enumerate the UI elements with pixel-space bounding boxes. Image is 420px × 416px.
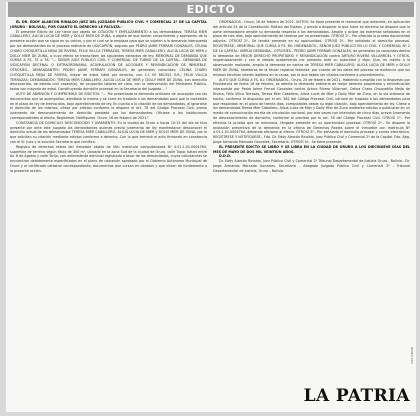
edict-intro: EL DR. EDDY ALARCÓN RINALDO JUEZ DEL JUZGADO PÚBLICO CIVIL Y COMERCIAL 2º DE LA CAPITAL (ORURO - BOLIVIA), POR CUANTO EL DERECHO LE FACULTA.-: [10, 20, 207, 29]
edict-column-right: [213, 20, 410, 376]
edict-paragraph: El presente Edicto de Ley tiene por objeto de CITACIÓN Y EMPLAZAMIENTO a los demandados: TERESA MIER CABALLERO, ALICIA LUCIA DE MIER y DOLLY MIER DE ZUNA, a objeto de que tomen conocimiento y apersonen de la presente acción que se sigue en su contra, y por el cual se le emplaza para que se sujeten a la demanda interpuesta por los demandantes en el proceso ordinario de USUCAPIÓN, seguido por PEDRO JAIME FERRARI GONZALES, CELINA CHARO CHOQUETILLA MEJIA DE RIVERA, FELIX VILLCA TERRAZAS, TERESA MIER CABALLERO, ALICIA LUCIA DE MIER y DOLLY MIER DE ZUNA, a cuyo efecto se transcriben los siguientes extractos de ley: MEMORIAL DE DEMANDA QUE CURSA A FS. 75 a 78: "… SEÑOR JUEZ PÚBLICO CIVIL Y COMERCIAL DE TURNO DE LA CAPITAL.- DEMANDA DE USUCAPIÓN DECENAL O EXTRAORDINARIA, ACUMULACIÓN DE ACCIONES Y REIVINDICACIÓN DE INMUEBLE. OTROSÍES.- DEMANDANTES: PEDRO JAIME FERRARI GONZALES, de generales conocidas; CELINA CHARO CHOQUETILLA MEJIA DE RIVERA, mayor de edad, hábil por derecho, con C.I. Nº 681552 O.R.; FELIX VILLCA TERRAZAS; DEMANDADOS: TERESA MIER CABALLERO, ALICIA LUCIA DE MIER y DOLLY MIER DE ZUNA, con domicilio desconocido, de estado civil casada(o), de ocupación labores de casa, con la intervención del Ministerio Público, todos con mayoría de edad. Constituyendo domicilio procesal en la Secretaría del Juzgado …": [10, 29, 207, 92]
edict-paragraph: ORDENADOS.- Oruro, 16 de febrero de 2021. VISTOS: Se tiene presente el memorial que antecede, en aplicación del artículo 24 de la Constitución Política del Estado, y previo a disponer lo que fuere en derecho se dispone que la parte demandante amplíe su demanda respecto a los demandados. Amplíe y aclare los extremos señalados en el plazo de tres días, bajo apercibimiento de tenerse por no presentada. OTROSÍ 1º.- Por ofrecida la prueba documental adjunta. OTROSÍ 2º.- Se tendrá presente en su oportunidad. OTROSÍ 3º.- Por señalado el domicilio procesal. REGÍSTRESE.- MEMORIAL QUE CURSA A FS. 80: ORDENADOS.- SEÑOR JUEZ PÚBLICO EN LO CIVIL Y COMERCIAL Nº 2 DE LA CAPITAL: AMPLÍA DEMANDA.- OTROSÍES.- PEDRO JAIME FERRARI GONZALES, de generales ya conocidas dentro la demanda de MEJOR DERECHO PROPIETARIO Y REIVINDICACIÓN contra ARTURO RIVERA VILLARROEL Y OTROS, respetuosamente y con el debido acatamiento me presento ante su autoridad y digo: Que, en mérito a la observación realizada, amplío la demanda en contra de TERESA MIER CABALLERO, ALICIA LUCIA DE MIER y DOLLY MIER DE ZUNA, herederos de la titular registral fallecida, por cuanto de los datos del proceso se evidencia que los mismos tendrían interés legítimo en la causa, por lo que deben ser citados conforme a procedimiento.: [213, 20, 410, 77]
edict-closing: EL PRESENTE EDICTO SE LIBRÓ Y SE LIBRA EN LA CIUDAD DE ORURO A LOS DIECINUEVE DÍAS DEL MES DE MAYO DE DOS MIL VEINTIÚN AÑOS.: [213, 144, 410, 154]
edict-header: EDICTO: [8, 2, 414, 17]
edict-column-left: [10, 20, 207, 376]
edict-paragraph: AUTO QUE CURSA A FS. 81: ORDENADOS.- Oruro, 25 de febrero de 2021. Habiendo cumplido con lo dispuesto por Providencia de fecha 16 de febrero, se admite la demanda ordinaria de mejor derecho propietario y reivindicación interpuesta por Pedro Jaime Ferrari Gonzales contra Arturo Rivera Villarroel, Celina Charo Choquetilla Mejía de Rivera, Félix Villca Terrazas, Teresa Mier Caballero, Alicia Lucia de Mier y Dolly Mier de Zuna, en la vía ordinaria de hecho, conforme lo dispuesto por el art. 362 del Código Procesal Civil, córrase en traslado a los demandados para que respondan en el plazo de treinta días, computables desde su legal citación, bajo apercibimiento de ley. Cítese a los demandados Teresa Mier Caballero, Alicia Lucia de Mier y Dolly Mier de Zuna mediante edictos a publicarse en un medio de comunicación escrita de circulación nacional, por tres veces con intervalos de cinco días, previo juramento de desconocimiento de domicilio, conforme lo previsto por el art. 78 del Código Procesal Civil. OTROSÍ 1º.- Por ofrecida la prueba que se menciona, téngase presente en su oportunidad procesal. OTROSÍ 2º.- Se dispone la anotación preventiva de la demanda en la oficina de Derechos Reales sobre el inmueble con matrícula Nº 4.01.1.01.0004764, debiendo oficiarse al efecto. OTROSÍ 3º.- Por señalado el domicilio procesal y correo electrónico. REGÍSTRESE Y NOTIFÍQUESE.- Fdo. Dr. Eddy Alarcón Rinaldo, Juez Público Civil y Comercial 2º de la Capital. Fdo. Abg. Jorge Armando Mercado Gonzales, Secretario. OTROSÍ 4º.- Se tiene presente.: [213, 77, 410, 144]
edict-paragraph: CONSTANCIA DE DOMICILIO DESCONOCIDO Y JURAMENTO: En la ciudad de Oruro a horas 10:15 del día se hizo presente por ante este Juzgado los demandantes quienes previo juramento de ley manifestaron desconocer el domicilio actual de los demandados TERESA MIER CABALLERO, ALICIA LUCIA DE MIER y DOLLY MIER DE ZUNA, por lo que solicitan su citación mediante edictos conforme a derecho. Con lo que terminó el acto firmando en constancia con el Sr. Juez y la suscrita Secretaria que certifica.: [10, 120, 207, 144]
edict-signature: Dr. Eddy Alarcón Rinaldo, Juez Público Civil y Comercial 2º Tribunal Departamental de Justicia Oruro - Bolivia.- Dr. Jorge Armando Mercado Gonzales, Secretario – Abogado Juzgado Público Civil y Comercial 2º - Tribunal Departamental de Justicia, Oruro – Bolivia.: [213, 159, 410, 173]
side-publication-code: C04-5/8/28: [410, 347, 414, 365]
edict-paragraph: Registro de derechos reales del inmueble objeto de litis: matrícula computarizada Nº 4.01.1.01.0004764, superficie de terreno según título de 300 m², ubicado en la zona Sud de la ciudad de Oruro, calle Tupac Katari entre Av. 6 de Agosto y calle Tarija, con antecedente dominial registrado a favor de los demandados, cuyas colindancias se encuentran debidamente especificadas en el plano de ubicación aprobado por el Gobierno Autónomo Municipal de Oruro y el certificado catastral correspondiente, documentos que cursan en obrados y que sirven de fundamento a la presente acción.: [10, 144, 207, 173]
edict-ddd: D.D.D.: [219, 154, 232, 159]
edict-columns: [10, 20, 410, 376]
newspaper-masthead: LA PATRIA: [303, 386, 410, 406]
edict-paragraph: AUTO DE ADMISIÓN Y COMPROMISO DE EDICTOS: "… Por presentada la demanda ordinaria de usucapión con los documentos que se acompañan, admítase la misma y se corre en traslado a los demandados para que la contesten en el plazo de ley de treinta días, bajo apercibimiento de ley. En cuanto a la citación de los demandados, al ignorarse el domicilio de los mismos, cítese por edictos conforme lo dispone el Art. 78 del Código Procesal Civil, previo juramento de desconocimiento de domicilio prestado por los demandantes. Ofíciese a las instituciones correspondientes al efecto. Regístrese, Notifíquese. Oruro, 16 de febrero de 2021.": [10, 91, 207, 120]
newspaper-page: [6, 2, 416, 412]
